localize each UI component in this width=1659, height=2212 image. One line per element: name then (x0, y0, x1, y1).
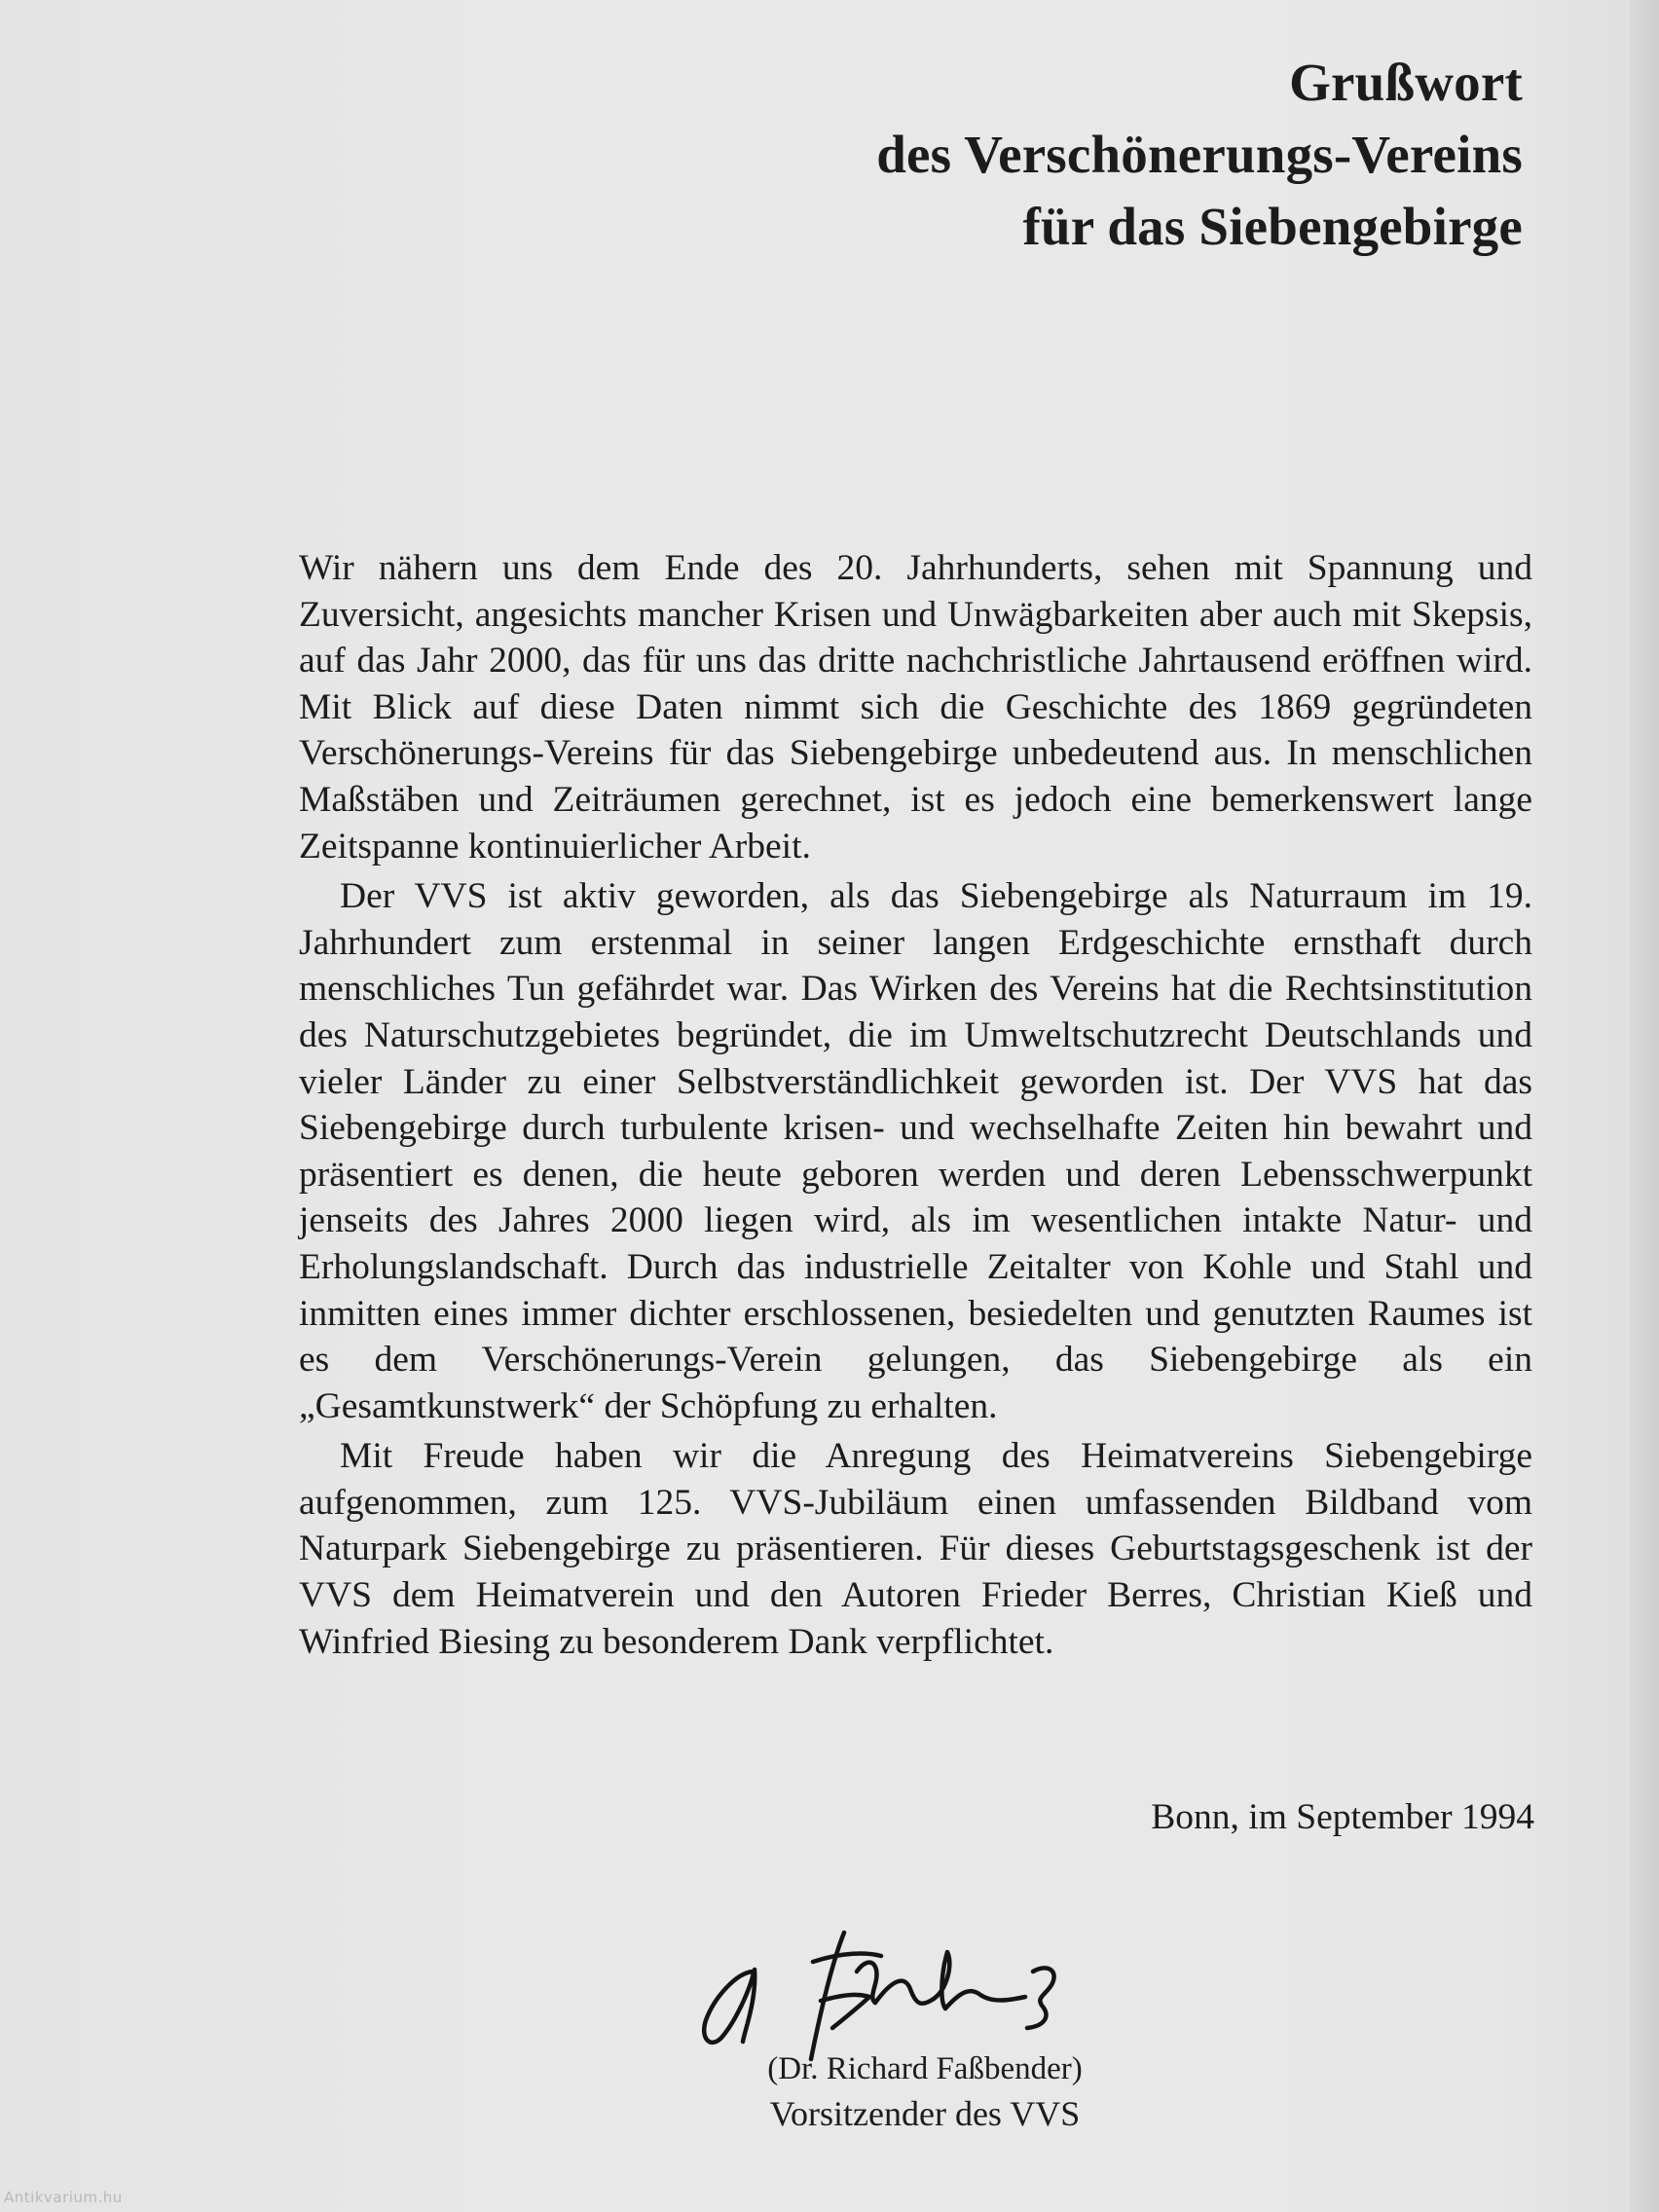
paragraph-2: Der VVS ist aktiv geworden, als das Siebengebirge als Naturraum im 19. Jahrhundert zum erstenmal in seiner langen Erdgeschichte ernsthaft durch menschliches Tun gefährdet war. Das Wirken des Vereins hat die Rechtsinstitution des Naturschutzgebietes begründet, die im Umweltschutzrecht Deutschlands und vieler Länder zu einer Selbstverständlichkeit geworden ist. Der VVS hat das Siebengebirge durch turbulente krisen- und wechselhafte Zeiten hin bewahrt und präsentiert es denen, die heute geboren werden und deren Lebensschwerpunkt jenseits des Jahres 2000 liegen wird, als im wesentlichen intakte Natur- und Erholungslandschaft. Durch das industrielle Zeitalter von Kohle und Stahl und inmitten eines immer dichter erschlossenen, besiedelten und genutzten Raumes ist es dem Verschönerungs-Verein gelungen, das Siebengebirge als ein „Gesamtkunstwerk“ der Schöpfung zu erhalten. (299, 876, 1532, 1426)
handwritten-signature (696, 1913, 1144, 2064)
paragraph-1: Wir nähern uns dem Ende des 20. Jahrhunderts, sehen mit Spannung und Zuversicht, angesichts mancher Krisen und Unwägbarkeiten aber auch mit Skepsis, auf das Jahr 2000, das für uns das dritte nachchristliche Jahrtausend eröffnen wird. Mit Blick auf diese Daten nimmt sich die Geschichte des 1869 gegründeten Verschönerungs-Vereins für das Siebengebirge unbedeutend aus. In menschlichen Maßstäben und Zeiträumen gerechnet, ist es jedoch eine bemerkenswert lange Zeitspanne kontinuierlicher Arbeit. (299, 548, 1532, 866)
watermark: Antikvarium.hu (4, 2189, 123, 2206)
title-line-2: des Verschönerungs-Vereins (876, 125, 1523, 184)
signer-role: Vorsitzender des VVS (769, 2094, 1081, 2133)
title-line-1: Grußwort (1289, 53, 1523, 112)
title-line-3: für das Siebengebirge (1022, 197, 1523, 256)
page-edge-shadow (1630, 0, 1659, 2212)
place-date: Bonn, im September 1994 (1151, 1797, 1534, 1837)
page-title (876, 47, 1523, 263)
signer-name: (Dr. Richard Faßbender) (767, 2051, 1083, 2086)
body-text (299, 545, 1532, 1669)
paragraph-3: Mit Freude haben wir die Anregung des Heimatvereins Siebengebirge aufgenommen, zum 125. VVS-Jubiläum einen umfassenden Bildband vom Naturpark Siebengebirge zu präsentieren. Für dieses Geburtstagsgeschenk ist der VVS dem Heimatverein und den Autoren Frieder Berres, Christian Kieß und Winfried Biesing zu besonderem Dank verpflichtet. (299, 1436, 1532, 1662)
